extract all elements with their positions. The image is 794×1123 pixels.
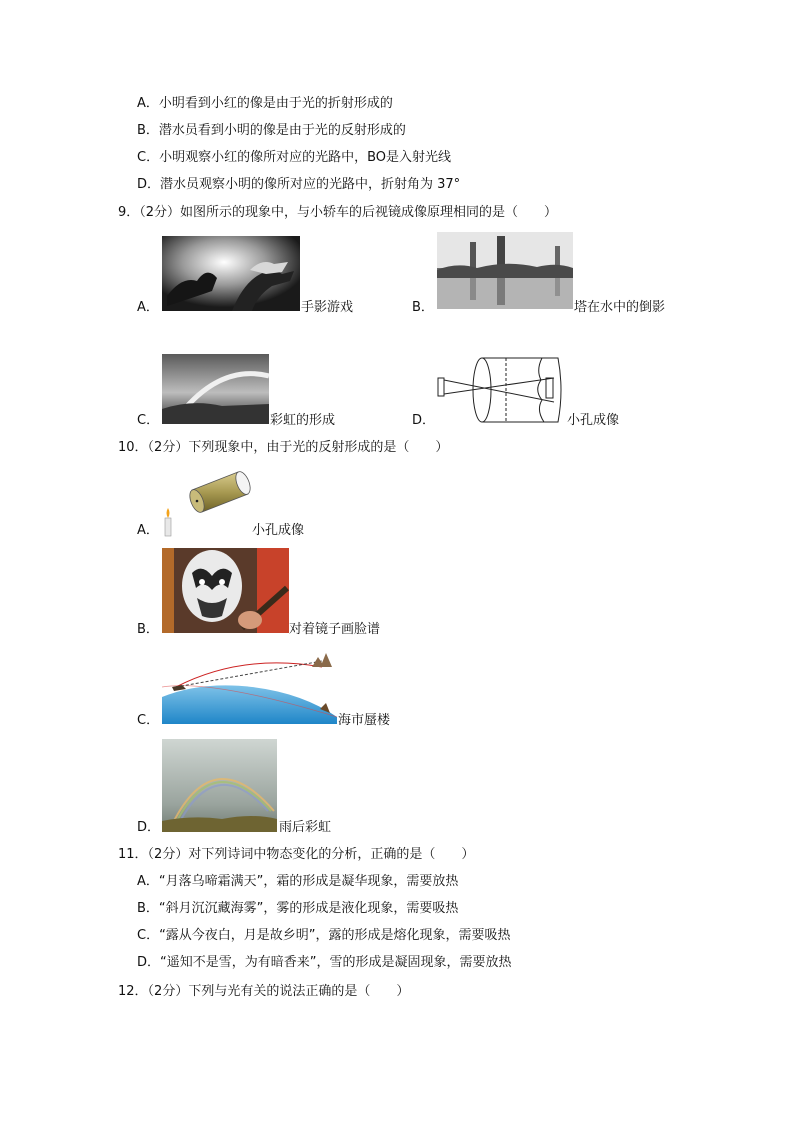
q11-option-b[interactable]: B．“斜月沉沉藏海雾”，雾的形成是液化现象，需要吸热	[137, 901, 459, 916]
rainbow-photo-icon	[162, 739, 277, 832]
q9-option-c-letter[interactable]: C．	[137, 413, 160, 428]
q10-stem: 10．（2分）下列现象中，由于光的反射形成的是（ ）	[118, 440, 449, 455]
q10-option-d-letter[interactable]: D．	[137, 820, 161, 835]
q10-option-b-letter[interactable]: B．	[137, 622, 159, 637]
q8-option-c[interactable]: C．小明观察小红的像所对应的光路中，BO是入射光线	[137, 150, 451, 165]
pinhole-candle-diagram-icon	[160, 466, 252, 538]
q9-option-a-letter[interactable]: A．	[137, 300, 159, 315]
q8-option-d[interactable]: D．潜水员观察小明的像所对应的光路中，折射角为 37°	[137, 177, 461, 192]
q11-option-d[interactable]: D．“遥知不是雪，为有暗香来”，雪的形成是凝固现象，需要放热	[137, 955, 512, 970]
q10-option-c-letter[interactable]: C．	[137, 713, 160, 728]
q9-option-d-letter[interactable]: D．	[412, 413, 436, 428]
mirage-diagram-icon	[162, 647, 337, 724]
pinhole-camera-diagram-icon	[436, 350, 564, 430]
q9-option-b-letter[interactable]: B．	[412, 300, 434, 315]
q10-option-b-caption: 对着镜子画脸谱	[289, 622, 381, 637]
q10-option-a-letter[interactable]: A．	[137, 523, 159, 538]
q10-option-c-caption: 海市蜃楼	[338, 713, 391, 728]
q11-stem: 11．（2分）对下列诗词中物态变化的分析，正确的是（ ）	[118, 847, 475, 862]
q8-option-b[interactable]: B．潜水员看到小明的像是由于光的反射形成的	[137, 123, 406, 138]
q9-option-b-caption: 塔在水中的倒影	[574, 300, 666, 315]
opera-face-painting-photo-icon	[162, 548, 289, 633]
q9-option-d-caption: 小孔成像	[567, 413, 620, 428]
q10-option-d-caption: 雨后彩虹	[279, 820, 332, 835]
tower-reflection-photo-icon	[437, 232, 573, 309]
q9-stem: 9．（2分）如图所示的现象中，与小轿车的后视镜成像原理相同的是（ ）	[118, 205, 558, 220]
q9-option-a-caption: 手影游戏	[301, 300, 354, 315]
q12-stem: 12．（2分）下列与光有关的说法正确的是（ ）	[118, 984, 410, 999]
q11-option-a[interactable]: A．“月落乌啼霜满天”，霜的形成是凝华现象，需要放热	[137, 874, 459, 889]
hand-shadow-photo-icon	[162, 236, 300, 311]
q8-option-a[interactable]: A．小明看到小红的像是由于光的折射形成的	[137, 96, 393, 111]
q11-option-c[interactable]: C．“露从今夜白，月是故乡明”，露的形成是熔化现象，需要吸热	[137, 928, 511, 943]
q10-option-a-caption: 小孔成像	[252, 523, 305, 538]
rainbow-formation-photo-icon	[162, 354, 269, 424]
q9-option-c-caption: 彩虹的形成	[270, 413, 336, 428]
